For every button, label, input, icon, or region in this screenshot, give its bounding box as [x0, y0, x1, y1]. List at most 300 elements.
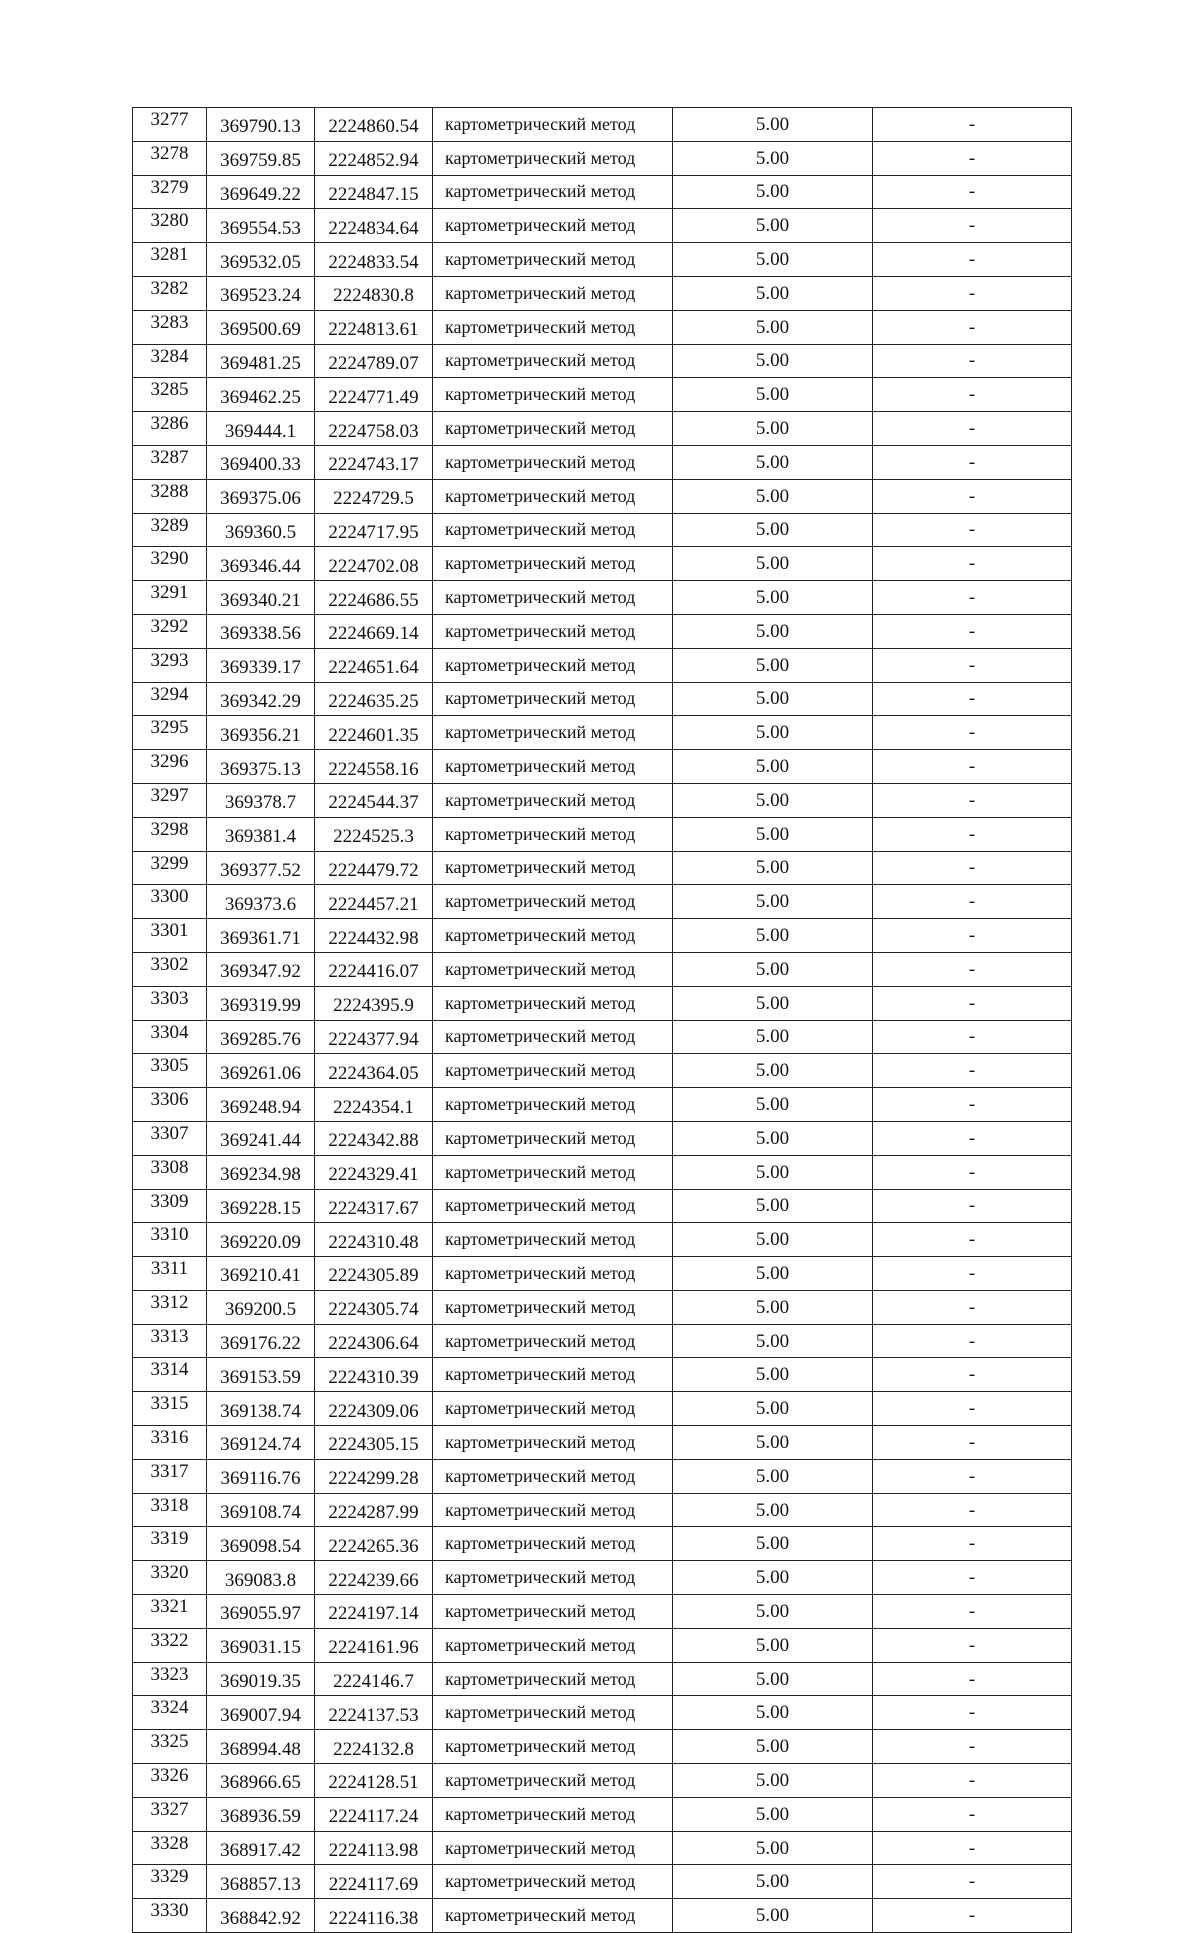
x-coordinate-cell: 368966.65 — [207, 1764, 315, 1798]
y-coordinate-cell: 2224329.41 — [315, 1155, 433, 1189]
x-coordinate-cell: 369338.56 — [207, 614, 315, 648]
y-coordinate-cell: 2224305.15 — [315, 1426, 433, 1460]
point-number-cell: 3290 — [133, 547, 207, 581]
point-number-cell: 3307 — [133, 1121, 207, 1155]
accuracy-cell: 5.00 — [673, 1121, 873, 1155]
point-number-cell: 3280 — [133, 209, 207, 243]
note-cell: - — [873, 513, 1072, 547]
table-row — [133, 1358, 1072, 1392]
table-row — [133, 817, 1072, 851]
point-number-cell: 3284 — [133, 344, 207, 378]
accuracy-cell: 5.00 — [673, 1899, 873, 1933]
method-cell: картометрический метод — [433, 243, 673, 277]
y-coordinate-cell: 2224113.98 — [315, 1831, 433, 1865]
y-coordinate-cell: 2224743.17 — [315, 445, 433, 479]
table-row — [133, 175, 1072, 209]
point-number-cell: 3300 — [133, 885, 207, 919]
x-coordinate-cell: 369055.97 — [207, 1595, 315, 1629]
accuracy-cell: 5.00 — [673, 1155, 873, 1189]
x-coordinate-cell: 369200.5 — [207, 1290, 315, 1324]
accuracy-cell: 5.00 — [673, 1797, 873, 1831]
table-row — [133, 1493, 1072, 1527]
x-coordinate-cell: 369241.44 — [207, 1121, 315, 1155]
y-coordinate-cell: 2224137.53 — [315, 1696, 433, 1730]
y-coordinate-cell: 2224717.95 — [315, 513, 433, 547]
method-cell: картометрический метод — [433, 1426, 673, 1460]
accuracy-cell: 5.00 — [673, 378, 873, 412]
accuracy-cell: 5.00 — [673, 1189, 873, 1223]
note-cell: - — [873, 1189, 1072, 1223]
x-coordinate-cell: 368917.42 — [207, 1831, 315, 1865]
point-number-cell: 3301 — [133, 919, 207, 953]
note-cell: - — [873, 581, 1072, 615]
note-cell: - — [873, 344, 1072, 378]
note-cell: - — [873, 1595, 1072, 1629]
table-row — [133, 1392, 1072, 1426]
note-cell: - — [873, 479, 1072, 513]
x-coordinate-cell: 368857.13 — [207, 1865, 315, 1899]
y-coordinate-cell: 2224686.55 — [315, 581, 433, 615]
accuracy-cell: 5.00 — [673, 1257, 873, 1291]
table-row — [133, 276, 1072, 310]
table-row — [133, 783, 1072, 817]
method-cell: картометрический метод — [433, 513, 673, 547]
method-cell: картометрический метод — [433, 750, 673, 784]
method-cell: картометрический метод — [433, 1392, 673, 1426]
accuracy-cell: 5.00 — [673, 1493, 873, 1527]
x-coordinate-cell: 369532.05 — [207, 243, 315, 277]
method-cell: картометрический метод — [433, 310, 673, 344]
accuracy-cell: 5.00 — [673, 412, 873, 446]
accuracy-cell: 5.00 — [673, 1358, 873, 1392]
x-coordinate-cell: 369285.76 — [207, 1020, 315, 1054]
method-cell: картометрический метод — [433, 1189, 673, 1223]
y-coordinate-cell: 2224299.28 — [315, 1459, 433, 1493]
x-coordinate-cell: 369523.24 — [207, 276, 315, 310]
point-number-cell: 3328 — [133, 1831, 207, 1865]
accuracy-cell: 5.00 — [673, 986, 873, 1020]
table-row — [133, 412, 1072, 446]
accuracy-cell: 5.00 — [673, 344, 873, 378]
accuracy-cell: 5.00 — [673, 1020, 873, 1054]
point-number-cell: 3287 — [133, 445, 207, 479]
accuracy-cell: 5.00 — [673, 750, 873, 784]
method-cell: картометрический метод — [433, 141, 673, 175]
note-cell: - — [873, 141, 1072, 175]
note-cell: - — [873, 1764, 1072, 1798]
method-cell: картометрический метод — [433, 344, 673, 378]
note-cell: - — [873, 1831, 1072, 1865]
method-cell: картометрический метод — [433, 1662, 673, 1696]
table-row — [133, 310, 1072, 344]
accuracy-cell: 5.00 — [673, 479, 873, 513]
table-row — [133, 1595, 1072, 1629]
note-cell: - — [873, 412, 1072, 446]
method-cell: картометрический метод — [433, 1324, 673, 1358]
point-number-cell: 3316 — [133, 1426, 207, 1460]
point-number-cell: 3322 — [133, 1628, 207, 1662]
accuracy-cell: 5.00 — [673, 716, 873, 750]
y-coordinate-cell: 2224287.99 — [315, 1493, 433, 1527]
method-cell: картометрический метод — [433, 1595, 673, 1629]
y-coordinate-cell: 2224116.38 — [315, 1899, 433, 1933]
y-coordinate-cell: 2224305.89 — [315, 1257, 433, 1291]
method-cell: картометрический метод — [433, 817, 673, 851]
note-cell: - — [873, 851, 1072, 885]
accuracy-cell: 5.00 — [673, 783, 873, 817]
method-cell: картометрический метод — [433, 1865, 673, 1899]
x-coordinate-cell: 369124.74 — [207, 1426, 315, 1460]
point-number-cell: 3303 — [133, 986, 207, 1020]
point-number-cell: 3318 — [133, 1493, 207, 1527]
accuracy-cell: 5.00 — [673, 1088, 873, 1122]
table-row — [133, 1257, 1072, 1291]
x-coordinate-cell: 369373.6 — [207, 885, 315, 919]
x-coordinate-cell: 369098.54 — [207, 1527, 315, 1561]
method-cell: картометрический метод — [433, 1257, 673, 1291]
note-cell: - — [873, 1290, 1072, 1324]
method-cell: картометрический метод — [433, 1730, 673, 1764]
x-coordinate-cell: 369462.25 — [207, 378, 315, 412]
y-coordinate-cell: 2224525.3 — [315, 817, 433, 851]
accuracy-cell: 5.00 — [673, 1696, 873, 1730]
method-cell: картометрический метод — [433, 445, 673, 479]
table-row — [133, 614, 1072, 648]
point-number-cell: 3295 — [133, 716, 207, 750]
x-coordinate-cell: 369375.06 — [207, 479, 315, 513]
accuracy-cell: 5.00 — [673, 1561, 873, 1595]
x-coordinate-cell: 369347.92 — [207, 952, 315, 986]
accuracy-cell: 5.00 — [673, 581, 873, 615]
y-coordinate-cell: 2224852.94 — [315, 141, 433, 175]
note-cell: - — [873, 445, 1072, 479]
note-cell: - — [873, 1054, 1072, 1088]
table-row — [133, 209, 1072, 243]
note-cell: - — [873, 1121, 1072, 1155]
method-cell: картометрический метод — [433, 1628, 673, 1662]
note-cell: - — [873, 1527, 1072, 1561]
y-coordinate-cell: 2224558.16 — [315, 750, 433, 784]
table-row — [133, 1054, 1072, 1088]
note-cell: - — [873, 1426, 1072, 1460]
table-row — [133, 1865, 1072, 1899]
x-coordinate-cell: 369554.53 — [207, 209, 315, 243]
point-number-cell: 3308 — [133, 1155, 207, 1189]
note-cell: - — [873, 1730, 1072, 1764]
point-number-cell: 3314 — [133, 1358, 207, 1392]
point-number-cell: 3306 — [133, 1088, 207, 1122]
note-cell: - — [873, 1899, 1072, 1933]
y-coordinate-cell: 2224702.08 — [315, 547, 433, 581]
method-cell: картометрический метод — [433, 1493, 673, 1527]
x-coordinate-cell: 369381.4 — [207, 817, 315, 851]
x-coordinate-cell: 369356.21 — [207, 716, 315, 750]
x-coordinate-cell: 369261.06 — [207, 1054, 315, 1088]
x-coordinate-cell: 369220.09 — [207, 1223, 315, 1257]
method-cell: картометрический метод — [433, 1831, 673, 1865]
method-cell: картометрический метод — [433, 1155, 673, 1189]
x-coordinate-cell: 369790.13 — [207, 108, 315, 142]
method-cell: картометрический метод — [433, 986, 673, 1020]
accuracy-cell: 5.00 — [673, 1324, 873, 1358]
note-cell: - — [873, 750, 1072, 784]
table-row — [133, 1899, 1072, 1933]
note-cell: - — [873, 108, 1072, 142]
table-row — [133, 716, 1072, 750]
x-coordinate-cell: 369116.76 — [207, 1459, 315, 1493]
method-cell: картометрический метод — [433, 1223, 673, 1257]
point-number-cell: 3310 — [133, 1223, 207, 1257]
note-cell: - — [873, 1493, 1072, 1527]
note-cell: - — [873, 1797, 1072, 1831]
y-coordinate-cell: 2224457.21 — [315, 885, 433, 919]
y-coordinate-cell: 2224364.05 — [315, 1054, 433, 1088]
note-cell: - — [873, 1628, 1072, 1662]
note-cell: - — [873, 276, 1072, 310]
note-cell: - — [873, 648, 1072, 682]
method-cell: картометрический метод — [433, 783, 673, 817]
table-row — [133, 1561, 1072, 1595]
y-coordinate-cell: 2224132.8 — [315, 1730, 433, 1764]
table-row — [133, 1088, 1072, 1122]
note-cell: - — [873, 1392, 1072, 1426]
table-row — [133, 1696, 1072, 1730]
y-coordinate-cell: 2224354.1 — [315, 1088, 433, 1122]
method-cell: картометрический метод — [433, 1696, 673, 1730]
table-row — [133, 1527, 1072, 1561]
method-cell: картометрический метод — [433, 716, 673, 750]
table-row — [133, 1764, 1072, 1798]
table-row — [133, 750, 1072, 784]
y-coordinate-cell: 2224197.14 — [315, 1595, 433, 1629]
accuracy-cell: 5.00 — [673, 141, 873, 175]
method-cell: картометрический метод — [433, 1088, 673, 1122]
method-cell: картометрический метод — [433, 614, 673, 648]
y-coordinate-cell: 2224771.49 — [315, 378, 433, 412]
x-coordinate-cell: 369342.29 — [207, 682, 315, 716]
y-coordinate-cell: 2224813.61 — [315, 310, 433, 344]
note-cell: - — [873, 614, 1072, 648]
accuracy-cell: 5.00 — [673, 817, 873, 851]
point-number-cell: 3323 — [133, 1662, 207, 1696]
y-coordinate-cell: 2224146.7 — [315, 1662, 433, 1696]
method-cell: картометрический метод — [433, 1054, 673, 1088]
y-coordinate-cell: 2224479.72 — [315, 851, 433, 885]
accuracy-cell: 5.00 — [673, 1662, 873, 1696]
point-number-cell: 3329 — [133, 1865, 207, 1899]
note-cell: - — [873, 716, 1072, 750]
point-number-cell: 3324 — [133, 1696, 207, 1730]
y-coordinate-cell: 2224128.51 — [315, 1764, 433, 1798]
y-coordinate-cell: 2224830.8 — [315, 276, 433, 310]
x-coordinate-cell: 369228.15 — [207, 1189, 315, 1223]
method-cell: картометрический метод — [433, 682, 673, 716]
point-number-cell: 3285 — [133, 378, 207, 412]
method-cell: картометрический метод — [433, 919, 673, 953]
y-coordinate-cell: 2224309.06 — [315, 1392, 433, 1426]
y-coordinate-cell: 2224317.67 — [315, 1189, 433, 1223]
x-coordinate-cell: 369083.8 — [207, 1561, 315, 1595]
x-coordinate-cell: 369759.85 — [207, 141, 315, 175]
method-cell: картометрический метод — [433, 1899, 673, 1933]
y-coordinate-cell: 2224758.03 — [315, 412, 433, 446]
method-cell: картометрический метод — [433, 1020, 673, 1054]
x-coordinate-cell: 369400.33 — [207, 445, 315, 479]
x-coordinate-cell: 369248.94 — [207, 1088, 315, 1122]
x-coordinate-cell: 369339.17 — [207, 648, 315, 682]
method-cell: картометрический метод — [433, 648, 673, 682]
method-cell: картометрический метод — [433, 1527, 673, 1561]
note-cell: - — [873, 1088, 1072, 1122]
table-row — [133, 1426, 1072, 1460]
accuracy-cell: 5.00 — [673, 445, 873, 479]
point-number-cell: 3312 — [133, 1290, 207, 1324]
note-cell: - — [873, 1223, 1072, 1257]
y-coordinate-cell: 2224834.64 — [315, 209, 433, 243]
table-row — [133, 243, 1072, 277]
point-number-cell: 3297 — [133, 783, 207, 817]
coordinates-table — [132, 107, 1072, 1933]
y-coordinate-cell: 2224544.37 — [315, 783, 433, 817]
table-row — [133, 986, 1072, 1020]
note-cell: - — [873, 1358, 1072, 1392]
point-number-cell: 3277 — [133, 108, 207, 142]
table-row — [133, 919, 1072, 953]
accuracy-cell: 5.00 — [673, 1392, 873, 1426]
note-cell: - — [873, 310, 1072, 344]
x-coordinate-cell: 369153.59 — [207, 1358, 315, 1392]
accuracy-cell: 5.00 — [673, 1831, 873, 1865]
y-coordinate-cell: 2224395.9 — [315, 986, 433, 1020]
point-number-cell: 3296 — [133, 750, 207, 784]
table-row — [133, 141, 1072, 175]
accuracy-cell: 5.00 — [673, 1764, 873, 1798]
y-coordinate-cell: 2224432.98 — [315, 919, 433, 953]
table-row — [133, 1290, 1072, 1324]
note-cell: - — [873, 243, 1072, 277]
y-coordinate-cell: 2224377.94 — [315, 1020, 433, 1054]
method-cell: картометрический метод — [433, 276, 673, 310]
y-coordinate-cell: 2224117.24 — [315, 1797, 433, 1831]
point-number-cell: 3288 — [133, 479, 207, 513]
table-row — [133, 1730, 1072, 1764]
table-row — [133, 1459, 1072, 1493]
point-number-cell: 3327 — [133, 1797, 207, 1831]
method-cell: картометрический метод — [433, 378, 673, 412]
note-cell: - — [873, 952, 1072, 986]
point-number-cell: 3321 — [133, 1595, 207, 1629]
table-row — [133, 1223, 1072, 1257]
method-cell: картометрический метод — [433, 1358, 673, 1392]
y-coordinate-cell: 2224601.35 — [315, 716, 433, 750]
x-coordinate-cell: 369019.35 — [207, 1662, 315, 1696]
point-number-cell: 3299 — [133, 851, 207, 885]
accuracy-cell: 5.00 — [673, 276, 873, 310]
accuracy-cell: 5.00 — [673, 1527, 873, 1561]
point-number-cell: 3313 — [133, 1324, 207, 1358]
method-cell: картометрический метод — [433, 209, 673, 243]
y-coordinate-cell: 2224239.66 — [315, 1561, 433, 1595]
table-row — [133, 1628, 1072, 1662]
method-cell: картометрический метод — [433, 412, 673, 446]
x-coordinate-cell: 368936.59 — [207, 1797, 315, 1831]
accuracy-cell: 5.00 — [673, 1426, 873, 1460]
note-cell: - — [873, 817, 1072, 851]
note-cell: - — [873, 1561, 1072, 1595]
x-coordinate-cell: 368842.92 — [207, 1899, 315, 1933]
method-cell: картометрический метод — [433, 1290, 673, 1324]
note-cell: - — [873, 209, 1072, 243]
note-cell: - — [873, 1696, 1072, 1730]
note-cell: - — [873, 1257, 1072, 1291]
point-number-cell: 3278 — [133, 141, 207, 175]
table-row — [133, 1797, 1072, 1831]
point-number-cell: 3283 — [133, 310, 207, 344]
point-number-cell: 3325 — [133, 1730, 207, 1764]
table-row — [133, 885, 1072, 919]
y-coordinate-cell: 2224306.64 — [315, 1324, 433, 1358]
accuracy-cell: 5.00 — [673, 310, 873, 344]
accuracy-cell: 5.00 — [673, 952, 873, 986]
y-coordinate-cell: 2224416.07 — [315, 952, 433, 986]
accuracy-cell: 5.00 — [673, 614, 873, 648]
x-coordinate-cell: 369234.98 — [207, 1155, 315, 1189]
point-number-cell: 3281 — [133, 243, 207, 277]
method-cell: картометрический метод — [433, 479, 673, 513]
y-coordinate-cell: 2224860.54 — [315, 108, 433, 142]
table-row — [133, 108, 1072, 142]
accuracy-cell: 5.00 — [673, 108, 873, 142]
point-number-cell: 3294 — [133, 682, 207, 716]
x-coordinate-cell: 369031.15 — [207, 1628, 315, 1662]
table-row — [133, 1831, 1072, 1865]
table-row — [133, 682, 1072, 716]
note-cell: - — [873, 547, 1072, 581]
method-cell: картометрический метод — [433, 1797, 673, 1831]
accuracy-cell: 5.00 — [673, 1223, 873, 1257]
x-coordinate-cell: 369375.13 — [207, 750, 315, 784]
accuracy-cell: 5.00 — [673, 243, 873, 277]
y-coordinate-cell: 2224265.36 — [315, 1527, 433, 1561]
y-coordinate-cell: 2224789.07 — [315, 344, 433, 378]
accuracy-cell: 5.00 — [673, 513, 873, 547]
x-coordinate-cell: 369007.94 — [207, 1696, 315, 1730]
method-cell: картометрический метод — [433, 1121, 673, 1155]
point-number-cell: 3319 — [133, 1527, 207, 1561]
y-coordinate-cell: 2224117.69 — [315, 1865, 433, 1899]
note-cell: - — [873, 682, 1072, 716]
point-number-cell: 3289 — [133, 513, 207, 547]
table-row — [133, 1121, 1072, 1155]
point-number-cell: 3305 — [133, 1054, 207, 1088]
table-row — [133, 851, 1072, 885]
table-row — [133, 445, 1072, 479]
point-number-cell: 3282 — [133, 276, 207, 310]
point-number-cell: 3317 — [133, 1459, 207, 1493]
note-cell: - — [873, 1865, 1072, 1899]
table-row — [133, 1324, 1072, 1358]
point-number-cell: 3293 — [133, 648, 207, 682]
x-coordinate-cell: 369377.52 — [207, 851, 315, 885]
x-coordinate-cell: 369210.41 — [207, 1257, 315, 1291]
accuracy-cell: 5.00 — [673, 1595, 873, 1629]
point-number-cell: 3320 — [133, 1561, 207, 1595]
table-row — [133, 1155, 1072, 1189]
accuracy-cell: 5.00 — [673, 885, 873, 919]
table-row — [133, 479, 1072, 513]
x-coordinate-cell: 368994.48 — [207, 1730, 315, 1764]
note-cell: - — [873, 1020, 1072, 1054]
